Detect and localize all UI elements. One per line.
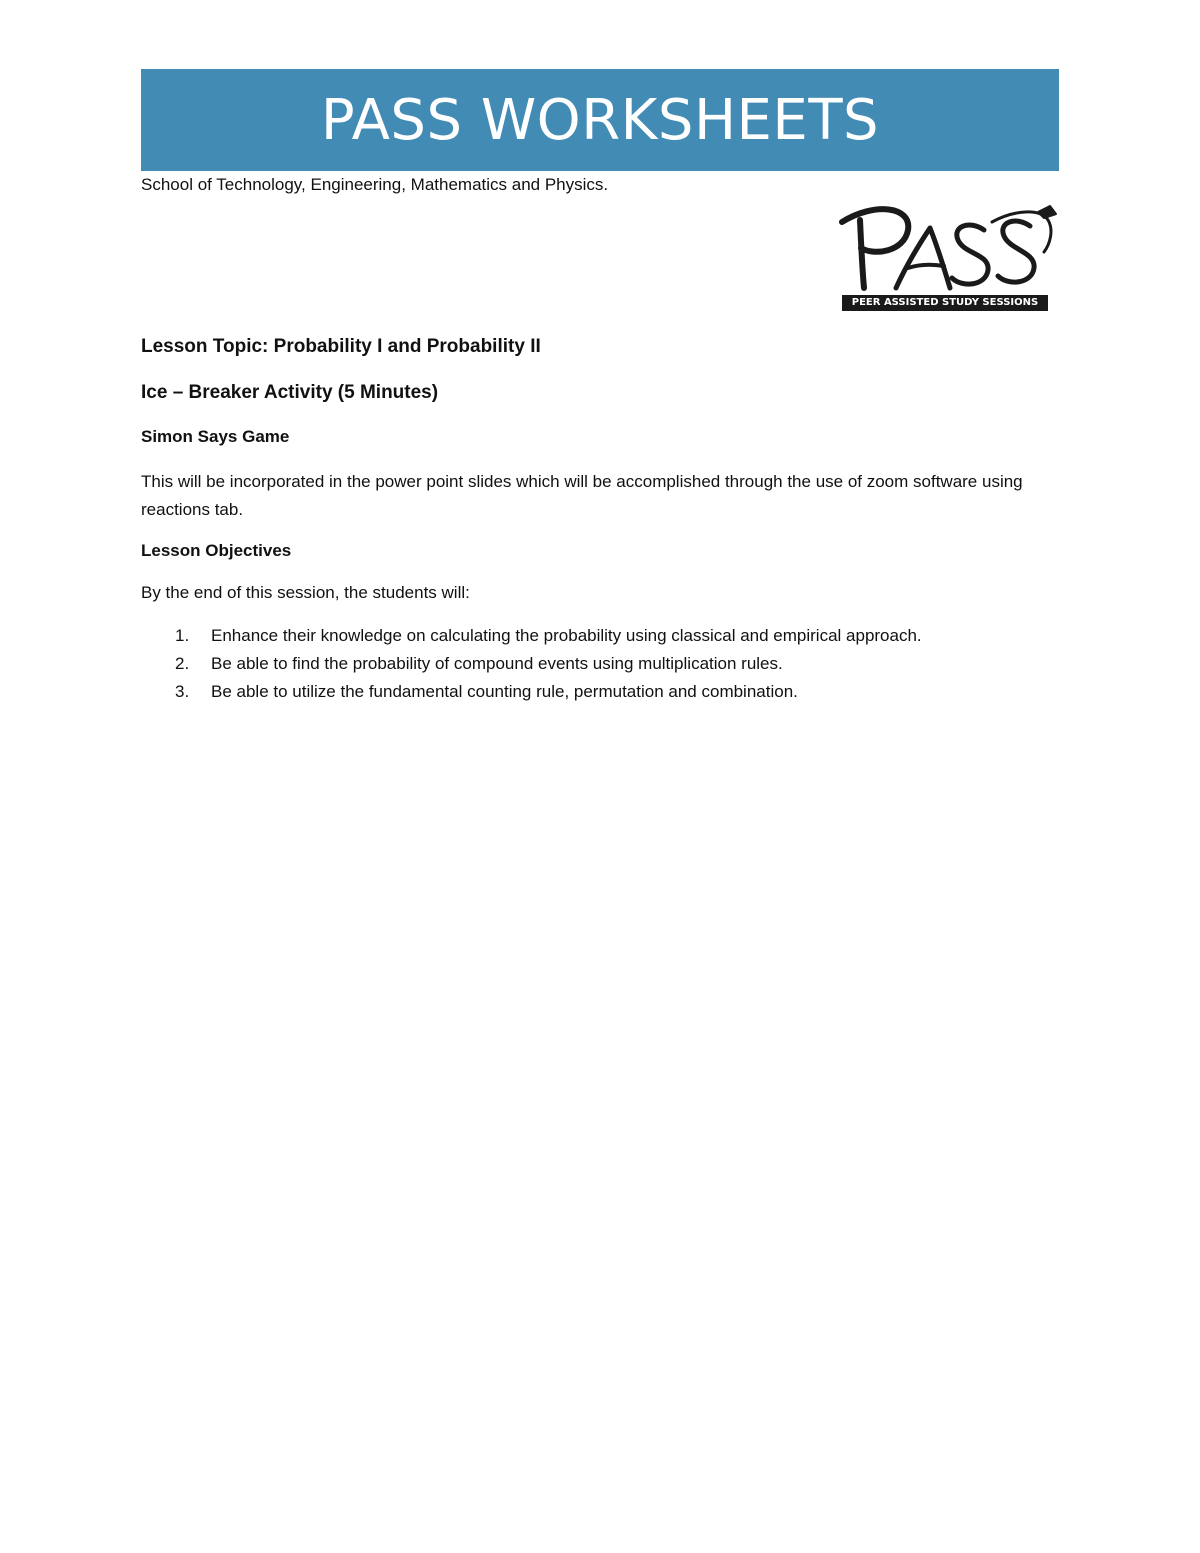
list-item [141, 650, 1059, 678]
objectives-list [141, 622, 1059, 706]
worksheet-body [141, 334, 1059, 706]
objectives-intro: By the end of this session, the students will: [141, 583, 470, 602]
game-description: This will be incorporated in the power point slides which will be accomplished through the use of zoom software using reactions tab. [141, 472, 1023, 519]
list-item-number: 2. [175, 654, 190, 673]
list-item [141, 678, 1059, 706]
list-item [141, 622, 1059, 650]
title-banner [141, 69, 1059, 171]
lesson-topic: Lesson Topic: Probability I and Probability II [141, 336, 541, 357]
list-item-text: Enhance their knowledge on calculating the probability using classical and empirical approach. [211, 626, 922, 645]
page-title: PASS WORKSHEETS [320, 87, 880, 153]
school-name: School of Technology, Engineering, Mathematics and Physics. [141, 175, 609, 194]
pass-logo-tagline: PEER ASSISTED STUDY SESSIONS [851, 297, 1039, 308]
list-item-number: 3. [175, 682, 190, 701]
list-item-text: Be able to utilize the fundamental counting rule, permutation and combination. [211, 682, 798, 701]
icebreaker-heading: Ice – Breaker Activity (5 Minutes) [141, 382, 439, 403]
objectives-heading: Lesson Objectives [141, 541, 292, 560]
list-item-text: Be able to find the probability of compound events using multiplication rules. [211, 654, 783, 673]
list-item-number: 1. [175, 626, 190, 645]
game-heading: Simon Says Game [141, 427, 290, 446]
pass-logo [834, 196, 1058, 316]
